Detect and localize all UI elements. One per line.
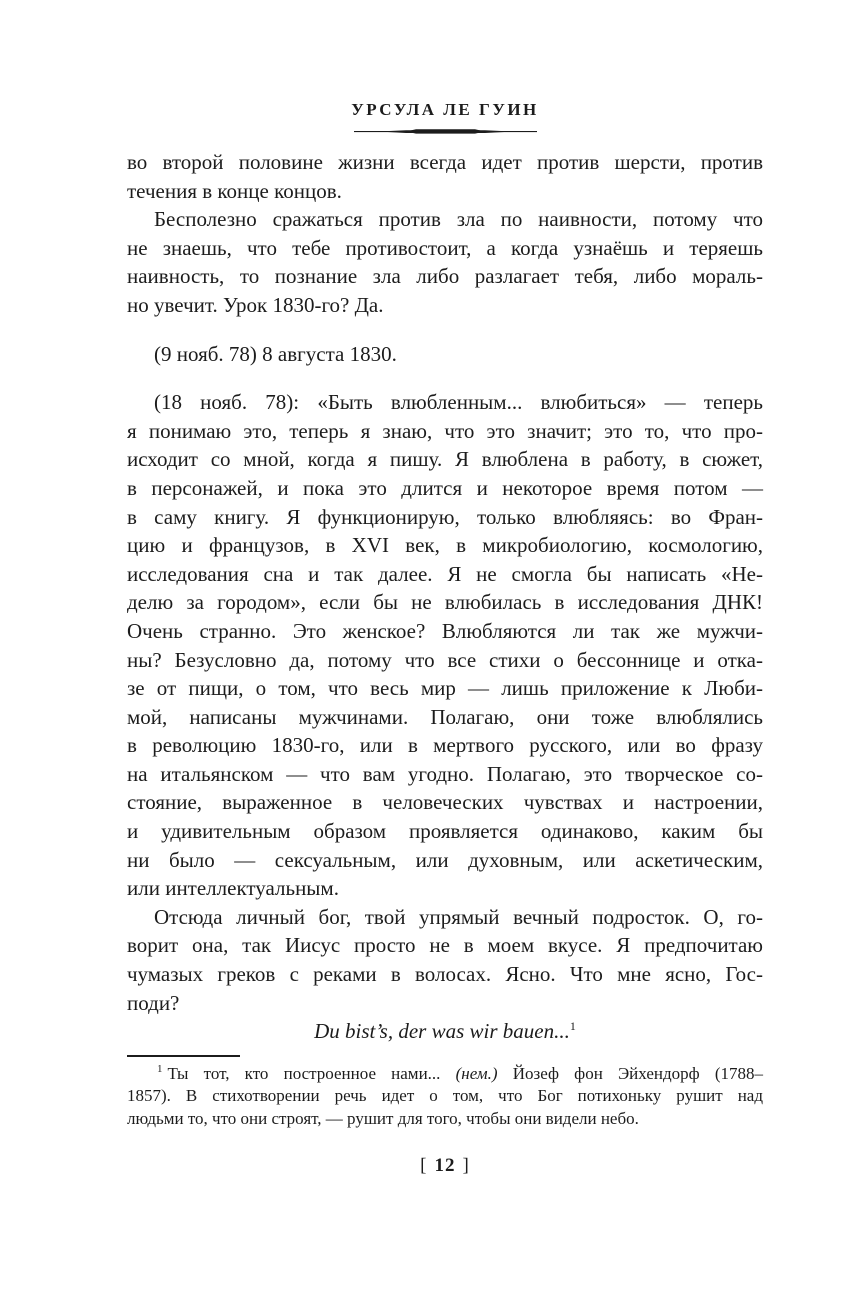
text-line: в саму книгу. Я функционирую, только влюбляясь: во Фран- (127, 504, 763, 529)
text-line: в персонажей, и пока это длится и некоторое время потом — (127, 475, 763, 500)
footnote-divider (127, 1055, 240, 1057)
text-line: стояние, выраженное в человеческих чувствах и настроении, (127, 790, 763, 815)
text-line: наивность, то познание зла либо разлагает тебя, либо мораль- (127, 264, 763, 289)
footnote-reference: 1 (569, 1019, 576, 1034)
paragraph (127, 388, 763, 903)
footnote-marker: 1 (157, 1063, 163, 1076)
verse-quote (127, 1017, 763, 1046)
text-line: Бесполезно сражаться против зла по наивности, потому что (154, 207, 763, 232)
paragraph (127, 148, 763, 205)
text-line: зе от пищи, о том, что весь мир — лишь приложение к Люби- (127, 676, 763, 701)
text-line: течения в конце концов. (127, 178, 342, 203)
text-line: и удивительным образом проявляется одинаково, каким бы (127, 819, 763, 844)
text-line: (18 нояб. 78): «Быть влюбленным... влюбиться» — теперь (154, 390, 763, 415)
footnote-text: Ты тот, кто построенное нами... (167, 1063, 456, 1083)
verse-quote-text: Du bist’s, der was wir bauen... (314, 1019, 570, 1044)
footnote-line (127, 1063, 763, 1085)
footnote-line: людьми то, что они строят, — рушит для того, чтобы они видели небо. (127, 1108, 639, 1128)
text-line: цию и французов, в XVI век, в микробиологию, космологию, (127, 533, 763, 558)
tapered-rule-icon (354, 128, 537, 135)
footnote-language-note: (нем.) (455, 1063, 498, 1083)
text-line: во второй половине жизни всегда идет против шерсти, против (127, 150, 763, 174)
footnote-line: 1857). В стихотворении речь идет о том, что Бог потихоньку рушит над (127, 1086, 763, 1106)
text-line: Отсюда личный бог, твой упрямый вечный подросток. О, го- (154, 904, 763, 929)
text-line: исследования сна и так далее. Я не смогла бы написать «Не- (127, 561, 763, 586)
text-line: чумазых греков с реками в волосах. Ясно. Что мне ясно, Гос- (127, 962, 763, 987)
text-line: ны? Безусловно да, потому что все стихи о бессоннице и отка- (127, 647, 763, 672)
text-line: не знаешь, что тебе противостоит, а когда узнаёшь и теряешь (127, 235, 763, 260)
text-line: ни было — сексуальным, или духовным, или аскетическим, (127, 847, 763, 872)
body-text (127, 148, 763, 1017)
text-line: на итальянском — что вам угодно. Полагаю, это творческое со- (127, 761, 763, 786)
text-line: но увечит. Урок 1830-го? Да. (127, 292, 384, 317)
footnote-text: Йозеф фон Эйхендорф (1788– (497, 1063, 763, 1083)
text-line: или интеллектуальным. (127, 876, 339, 901)
text-line: поди? (127, 990, 180, 1015)
footnote (127, 1063, 763, 1130)
paragraph (127, 903, 763, 1017)
page-number-bracket-right: ] (462, 1155, 470, 1177)
text-line: (9 нояб. 78) 8 августа 1830. (154, 341, 397, 366)
page-number-bracket-left: [ (420, 1155, 428, 1177)
page-number (127, 1155, 763, 1177)
text-line: в революцию 1830-го, или в мертвого русского, или во фразу (127, 733, 763, 758)
text-line: исходит со мной, когда я пишу. Я влюблена в работу, в сюжет, (127, 447, 763, 472)
text-line: ворит она, так Иисус просто не в моем вкусе. Я предпочитаю (127, 933, 763, 958)
paragraph (127, 340, 763, 369)
text-line: Очень странно. Это женское? Влюбляются ли так же мужчи- (127, 618, 763, 643)
running-header-author: УРСУЛА ЛЕ ГУИН (351, 100, 539, 119)
paragraph (127, 205, 763, 319)
text-line: я понимаю это, теперь я знаю, что это значит; это то, что про- (127, 418, 763, 443)
page-number-value: 12 (434, 1155, 456, 1177)
text-line: мой, написаны мужчинами. Полагаю, они тоже влюблялись (127, 704, 763, 729)
text-line: делю за городом», если бы не влюбилась в исследования ДНК! (127, 590, 763, 615)
ornament-divider (127, 128, 763, 135)
